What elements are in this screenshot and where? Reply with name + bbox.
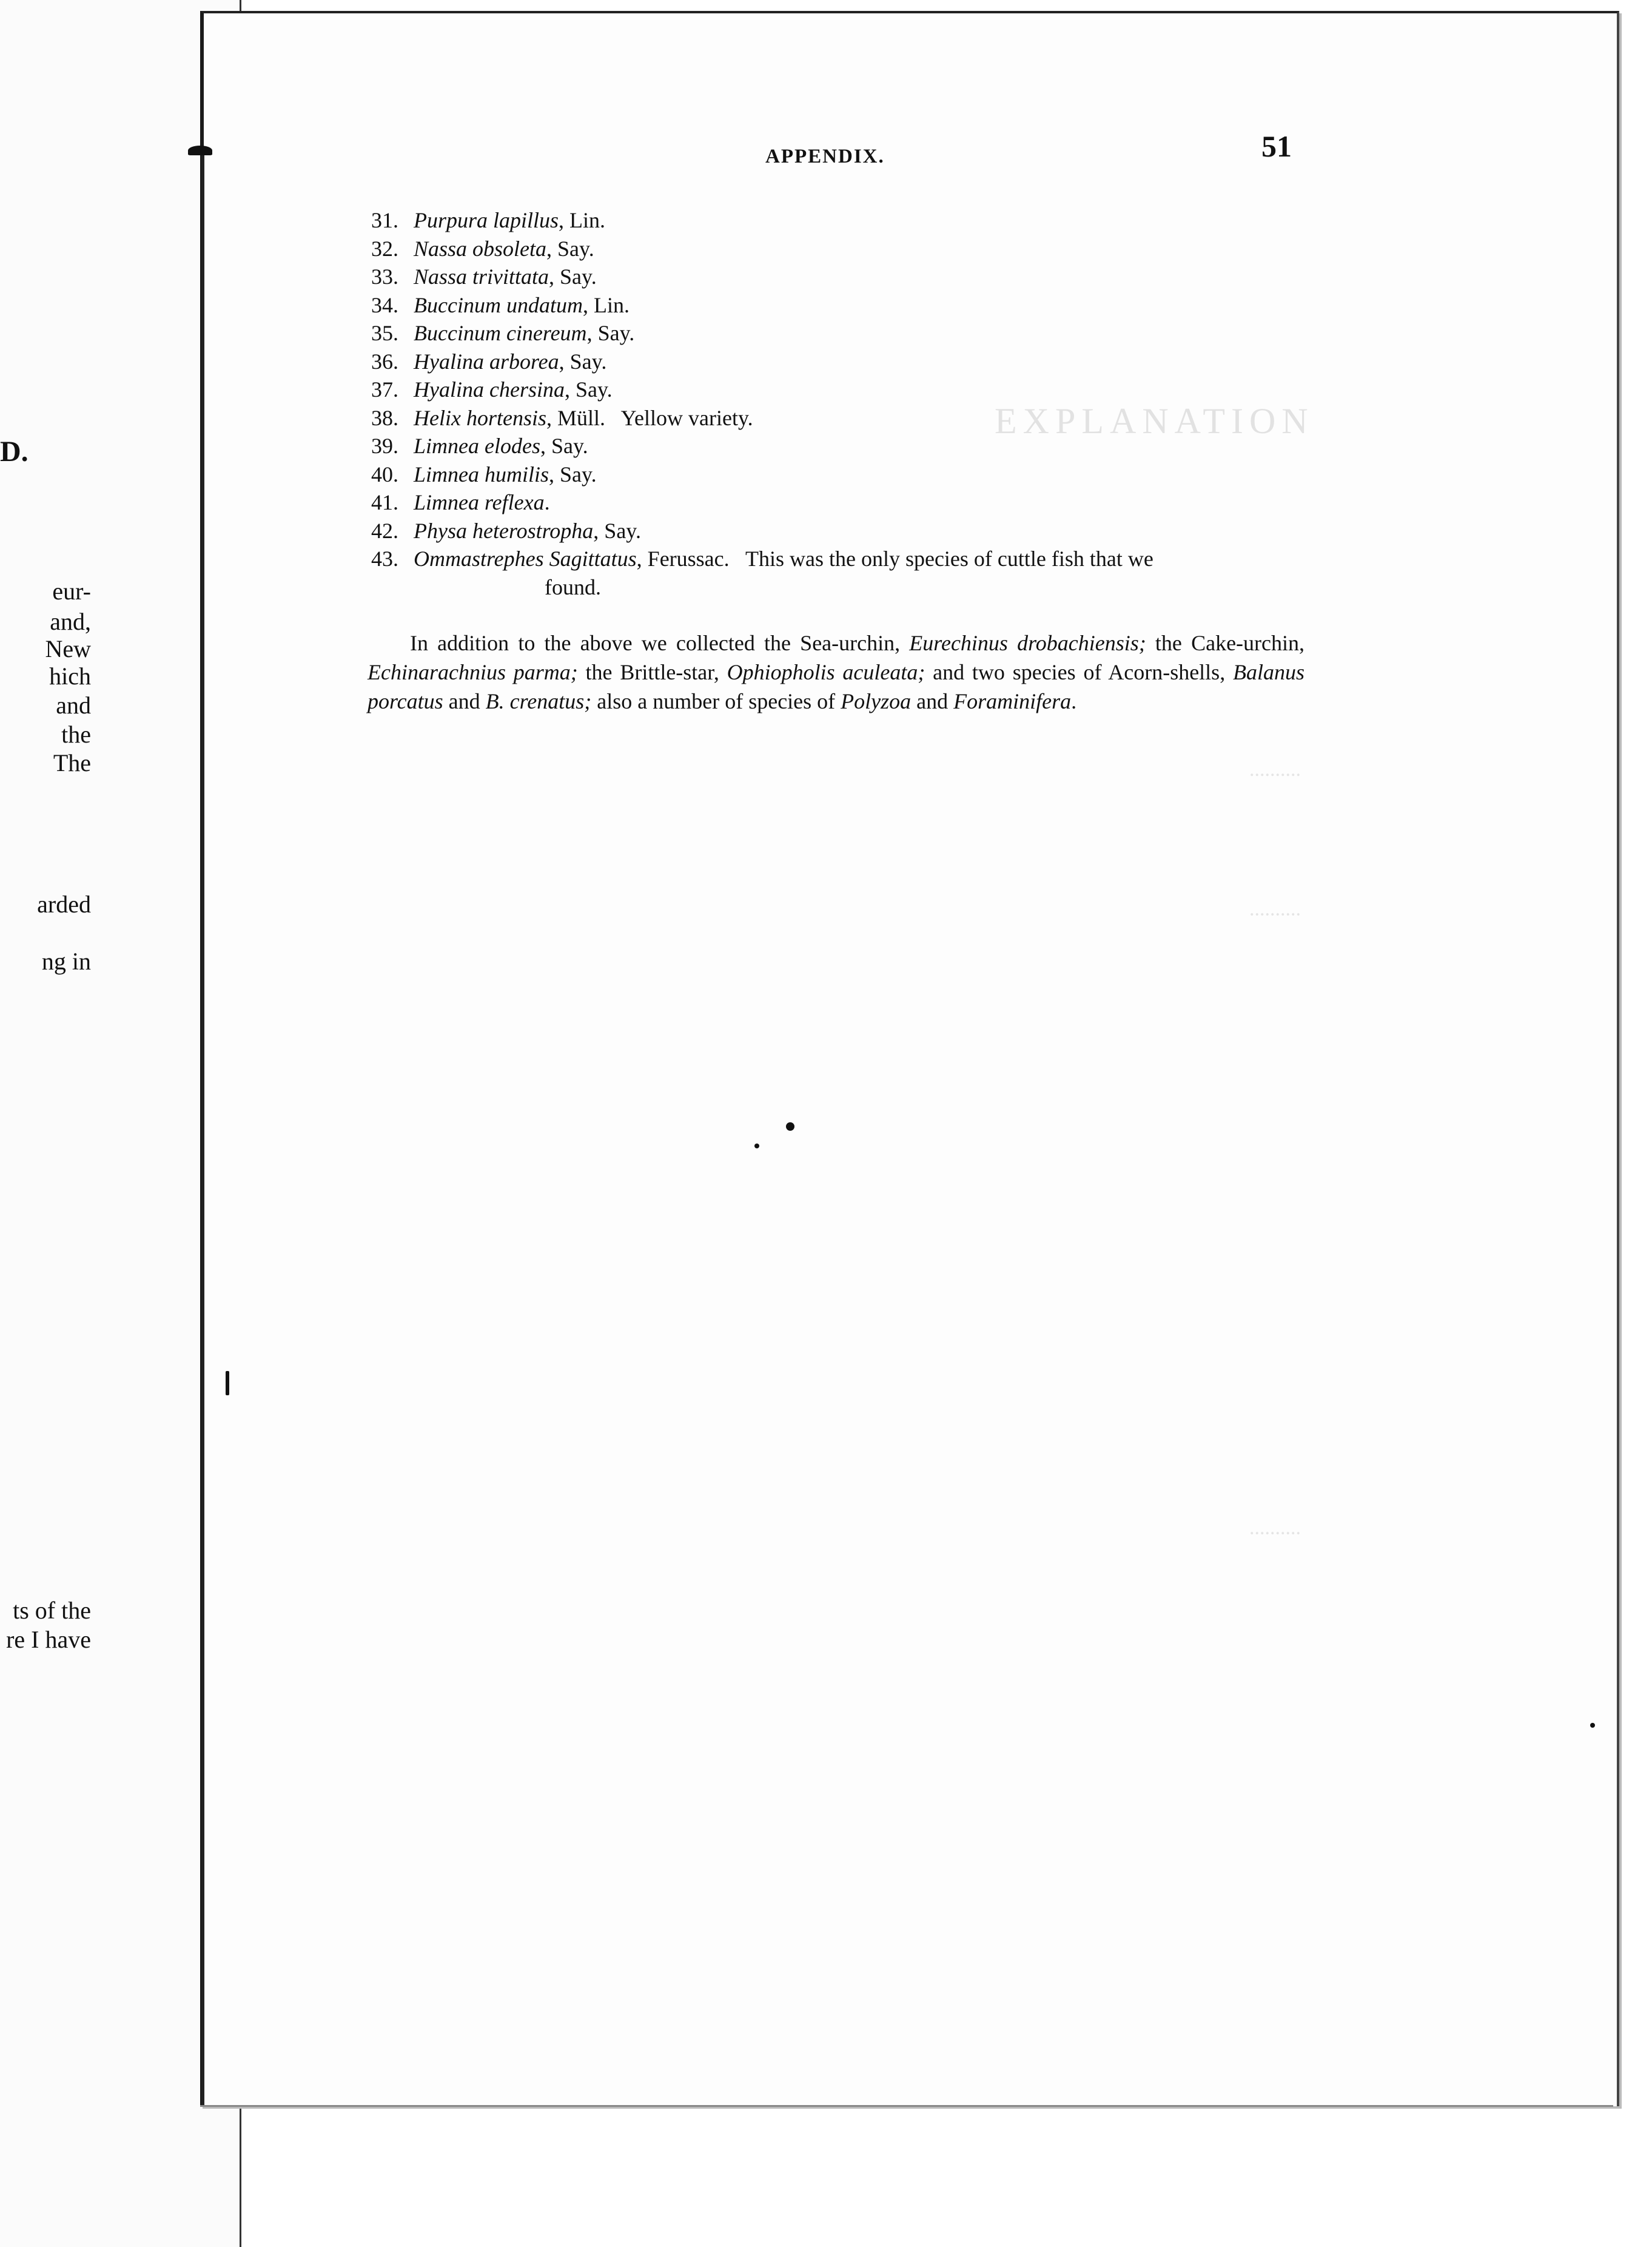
species-name: Hyalina chersina [414, 377, 565, 402]
species-number: 36. [371, 349, 398, 374]
species-number: 41. [371, 490, 398, 514]
species-authority: , Say. [549, 264, 597, 289]
species-name: Limnea elodes [414, 434, 540, 458]
species-name-italic: B. crenatus; [485, 689, 592, 713]
left-page-fragment: The [53, 749, 91, 777]
species-entry [371, 545, 1317, 573]
left-page-fragment: the [61, 721, 91, 748]
left-page-fragment: arded [37, 891, 91, 918]
species-number: 35. [371, 321, 398, 345]
paragraph-text: also a number of species of [591, 689, 841, 713]
species-authority: , Lin. [559, 208, 606, 232]
species-authority: , Lin. [582, 292, 630, 317]
species-entry [371, 404, 1317, 433]
species-name: Nassa trivittata [414, 264, 549, 289]
species-entry [371, 348, 1317, 376]
left-page-fragment: eur- [52, 578, 91, 605]
show-through-line: .......... [1249, 758, 1301, 781]
species-entry [371, 517, 1317, 545]
species-number: 33. [371, 264, 398, 289]
species-authority: , Say. [546, 236, 594, 261]
paragraph-text: and [911, 689, 954, 713]
left-page-fragment: ng in [41, 948, 91, 975]
species-entry [371, 488, 1317, 517]
species-name: Helix hortensis [414, 405, 546, 430]
species-number: 32. [371, 236, 398, 261]
species-number: 42. [371, 518, 398, 543]
species-name-italic: Echinarachnius parma; [368, 660, 578, 684]
species-authority: , Ferussac. This was the only species of cuttle fish that we [636, 547, 1153, 571]
left-page-fragment: New [45, 635, 91, 662]
species-name-italic: Eurechinus drobachiensis; [909, 631, 1146, 655]
species-name: Limnea reflexa [414, 490, 545, 514]
species-authority: , Say. [593, 518, 641, 543]
species-name: Buccinum undatum [414, 292, 583, 317]
species-name: Purpura lapillus [414, 208, 559, 232]
scan-speck [1590, 1723, 1595, 1728]
show-through-heading: EXPLANATION [995, 401, 1314, 441]
scan-speck [786, 1122, 794, 1131]
left-page-fragment: and, [50, 608, 91, 635]
left-page-fragment: re I have [6, 1626, 91, 1653]
binding-mark [188, 146, 212, 155]
species-entry [371, 263, 1317, 291]
species-list [371, 206, 1317, 601]
show-through-line: .......... [1249, 1517, 1301, 1539]
species-name-italic: Balanus porcatus [368, 660, 1304, 713]
species-name: Hyalina arborea [414, 349, 559, 374]
additional-species-paragraph [368, 628, 1304, 716]
species-name: Ommastrephes Sagittatus [414, 547, 637, 571]
species-entry [371, 206, 1317, 235]
paragraph-text: the Brittle-star, [577, 660, 727, 684]
binding-spine [201, 152, 204, 2105]
species-name: Nassa obsoleta [414, 236, 547, 261]
show-through-line: .......... [1249, 898, 1301, 920]
species-authority: , Say. [540, 434, 588, 458]
paragraph-text: the Cake-urchin, [1146, 631, 1305, 655]
paragraph-text: and two species of Acorn-shells, [925, 660, 1233, 684]
species-name: Limnea humilis [414, 462, 549, 487]
running-head: APPENDIX. [765, 146, 885, 167]
species-authority: , Say. [549, 462, 597, 487]
species-authority: . [544, 490, 550, 514]
species-entry [371, 460, 1317, 489]
species-number: 34. [371, 292, 398, 317]
species-authority: , Say. [564, 377, 613, 402]
left-page-fragment: and [56, 692, 91, 719]
paragraph-text: In addition to the above we collected the Sea-urchin, [410, 631, 910, 655]
scan-speck [226, 1371, 229, 1395]
species-number: 37. [371, 377, 398, 402]
species-name-italic: Foraminifera [953, 689, 1072, 713]
species-name: Physa heterostropha [414, 518, 594, 543]
left-page-fragment: ts of the [13, 1597, 91, 1624]
species-authority: , Müll. Yellow variety. [546, 405, 753, 430]
species-number: 40. [371, 462, 398, 487]
page-number: 51 [1261, 129, 1292, 163]
species-authority: , Say. [559, 349, 607, 374]
page-bottom-edge [200, 2105, 1613, 2113]
species-name-italic: Polyzoa [841, 689, 912, 713]
species-entry [371, 319, 1317, 348]
species-entry [371, 432, 1317, 460]
species-entry-continuation [371, 573, 1317, 602]
species-number: 43. [371, 547, 398, 571]
species-authority: , Say. [586, 321, 635, 345]
species-entry [371, 291, 1317, 320]
species-number: 31. [371, 208, 398, 232]
left-page-fragment: D. [0, 436, 29, 468]
species-name: Buccinum cinereum [414, 321, 587, 345]
scan-speck [754, 1144, 759, 1148]
species-entry [371, 235, 1317, 263]
species-number: 39. [371, 434, 398, 458]
species-note-continuation: found. [545, 574, 601, 599]
species-name-italic: Ophiopholis aculeata; [727, 660, 925, 684]
paragraph-text: and [443, 689, 486, 713]
left-page-fragment: hich [49, 662, 91, 690]
paragraph-text: . [1071, 689, 1077, 713]
species-number: 38. [371, 405, 398, 430]
species-entry [371, 376, 1317, 404]
